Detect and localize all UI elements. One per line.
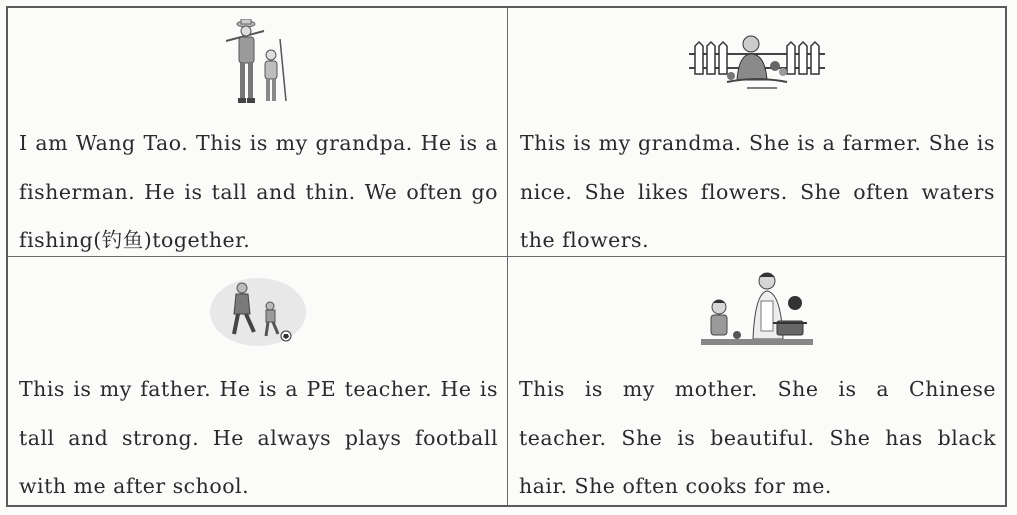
grandma-paragraph: This is my grandma. She is a farmer. She is nice. She likes flowers. She often waters the flowers. xyxy=(520,131,995,252)
father-football-illustration xyxy=(208,265,308,357)
card-grandma xyxy=(508,8,1005,257)
mother-cooking-illustration xyxy=(697,265,817,357)
card-grandpa xyxy=(8,8,508,257)
grandpa-fishing-illustration xyxy=(218,16,298,108)
grandpa-paragraph: I am Wang Tao. This is my grandpa. He is a fisherman. He is tall and thin. We often go fishing(钓鱼)together. xyxy=(19,131,498,252)
grandma-garden-illustration xyxy=(687,16,827,108)
card-mother xyxy=(508,257,1005,505)
card-father xyxy=(8,257,508,505)
father-paragraph: This is my father. He is a PE teacher. He is tall and strong. He always plays football with me after school. xyxy=(19,377,498,498)
reading-table xyxy=(6,6,1007,507)
mother-paragraph: This is my mother. She is a Chinese teacher. She is beautiful. She has black hair. She often cooks for me. xyxy=(519,377,996,498)
